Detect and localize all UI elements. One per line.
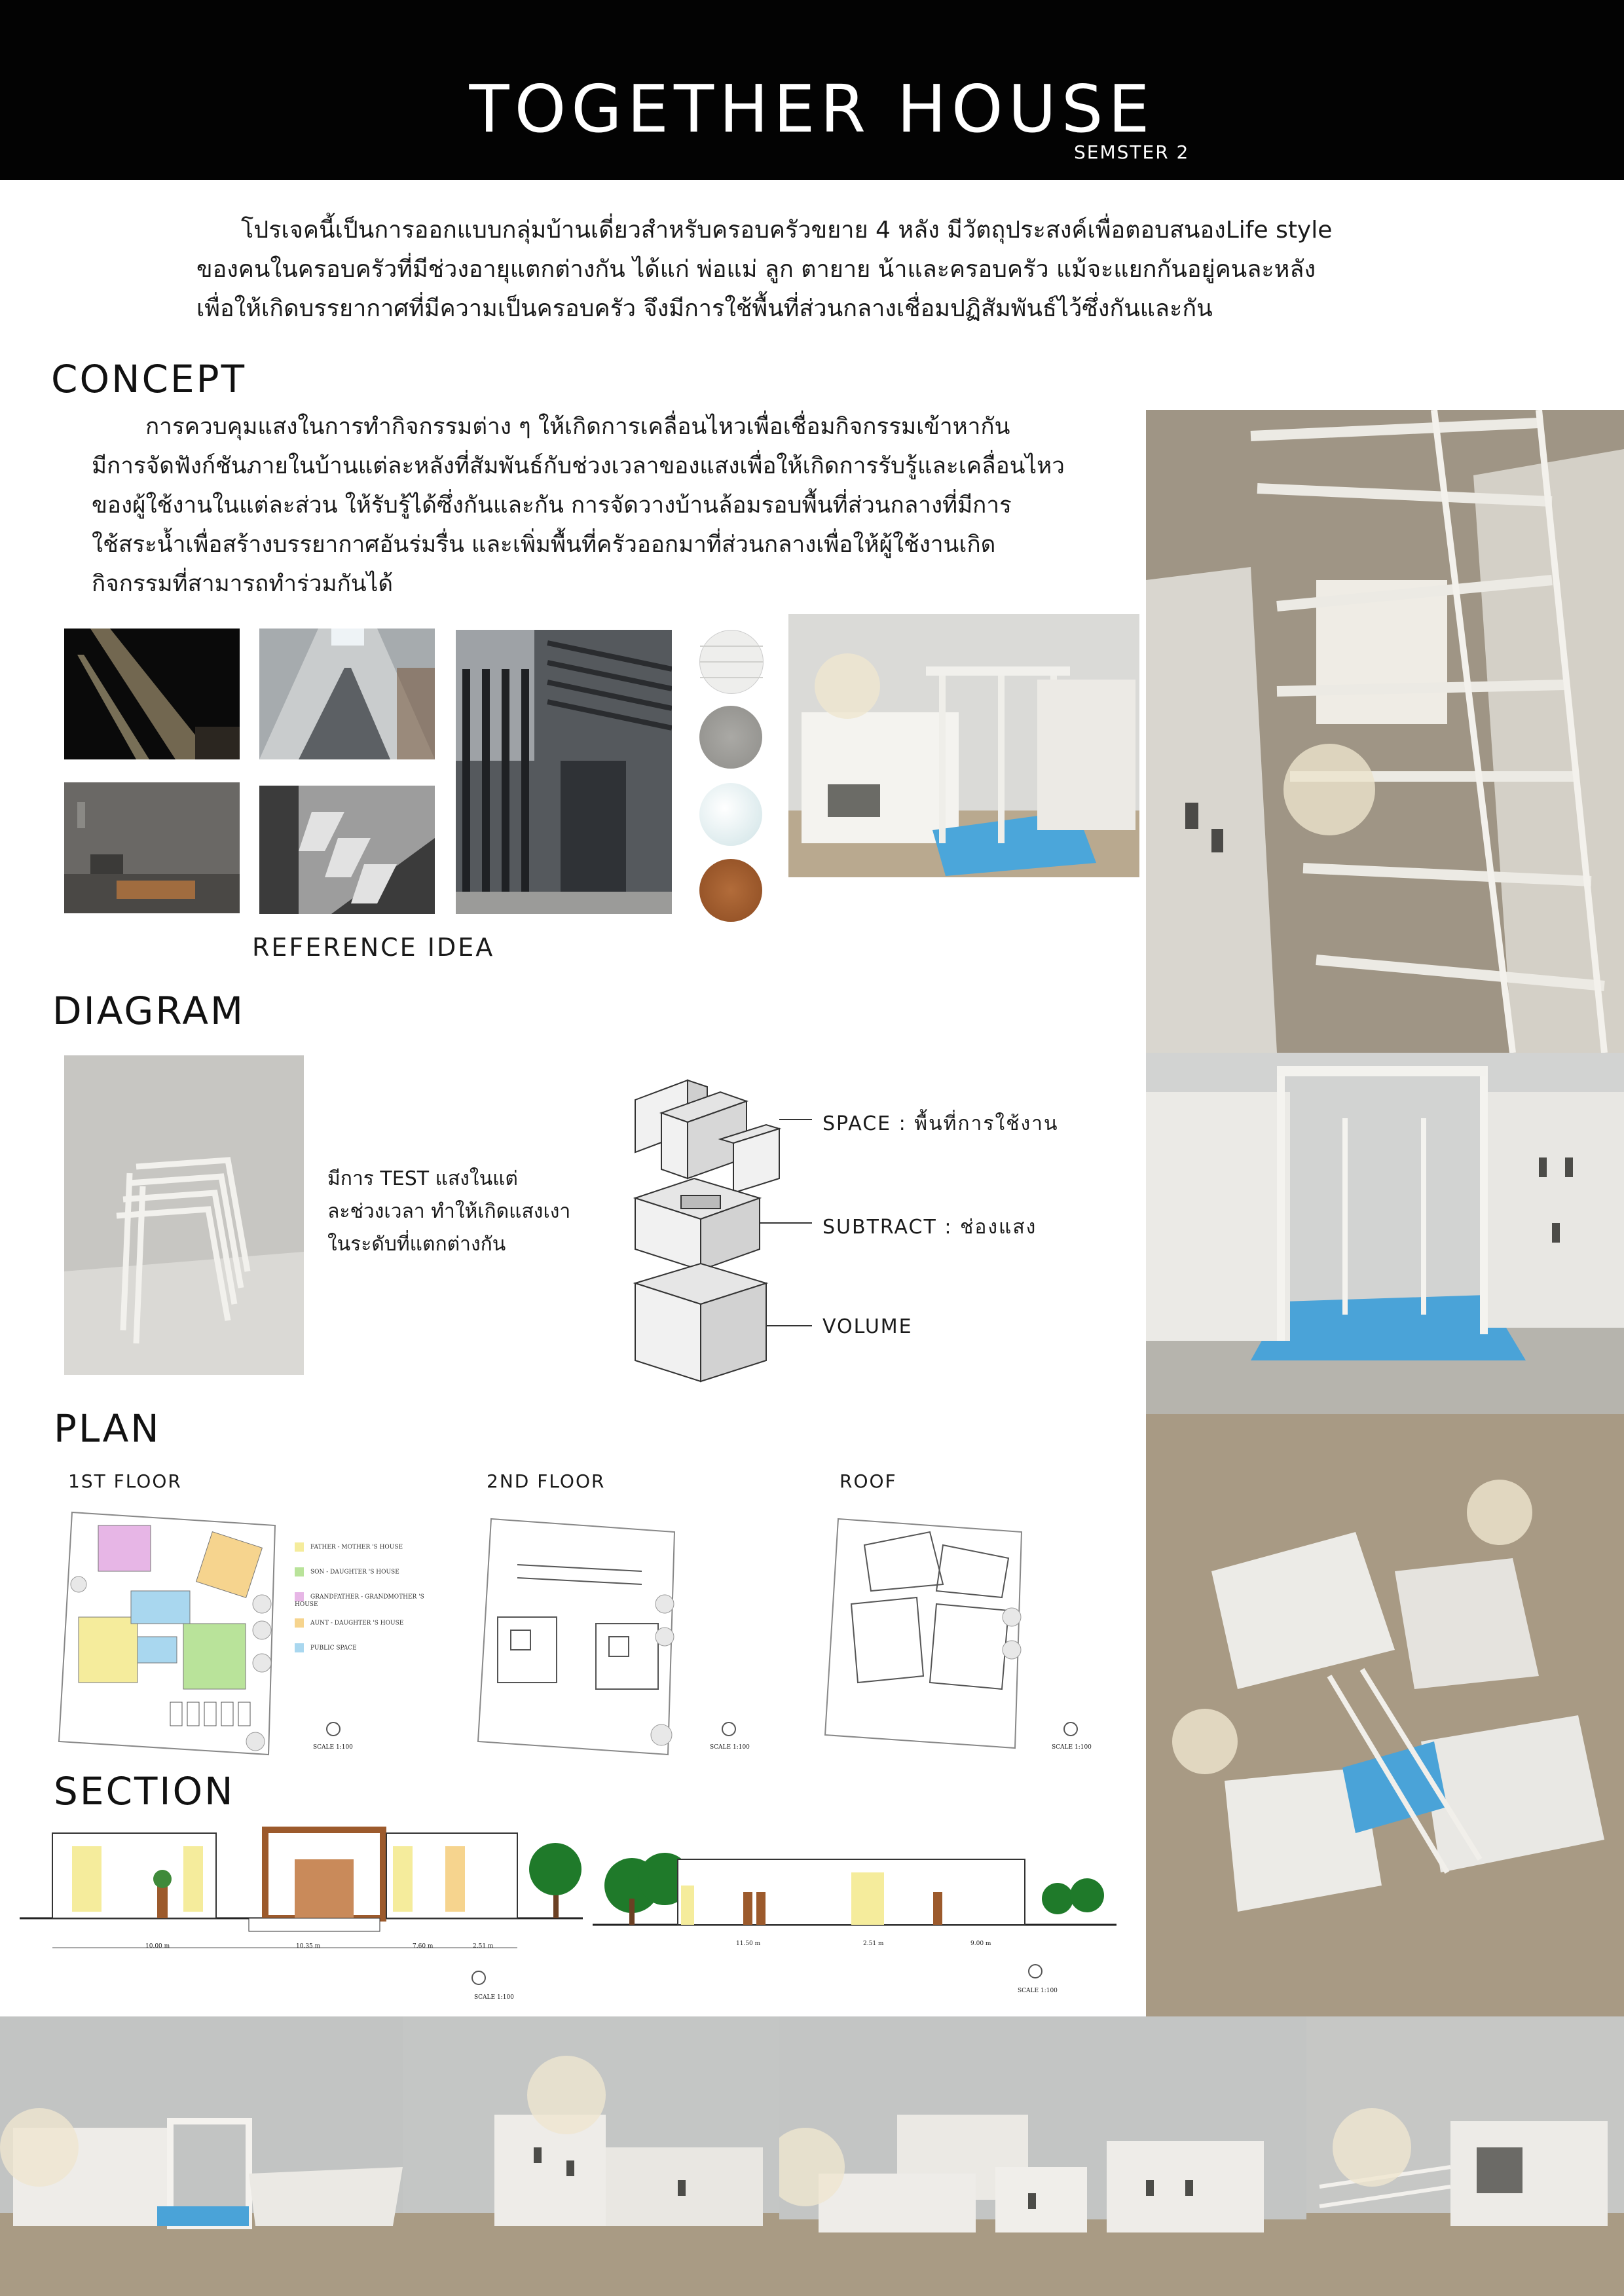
plan-scale: SCALE 1:100	[313, 1744, 353, 1751]
model-photo-elevation-2	[403, 2016, 779, 2296]
model-photo-elevation-4	[1306, 2016, 1624, 2296]
plan-legend	[295, 1542, 432, 1652]
roof-plan	[819, 1506, 1035, 1755]
intro-line: เพื่อให้เกิดบรรยากาศที่มีความเป็นครอบครัว จึงมีการใช้พื้นที่ส่วนกลางเชื่อมปฏิสัมพันธ์ไว้ซึ่งกันและกัน	[196, 295, 1213, 322]
section-dimension: 10.35 m	[296, 1943, 321, 1950]
isometric-volume-diagram	[622, 1074, 819, 1388]
concept-heading: CONCEPT	[51, 357, 247, 401]
north-arrow-icon	[1063, 1722, 1078, 1736]
section-drawing-b	[593, 1827, 1116, 1958]
model-photo-elevation-1	[0, 2016, 403, 2296]
material-swatch-wood	[699, 859, 762, 922]
reference-photo-light-beam	[64, 629, 240, 759]
legend-swatch	[295, 1592, 304, 1601]
material-swatch-brick	[699, 630, 764, 694]
concept-line: ของผู้ใช้งานในแต่ละส่วน ให้รับรู้ได้ซึ่งกันและกัน การจัดวางบ้านล้อมรอบพื้นที่ส่วนกลางที่มีการ	[92, 492, 1012, 519]
diagram-text-line: มีการ TEST แสงในแต่	[327, 1167, 518, 1190]
north-arrow-icon	[722, 1722, 736, 1736]
section-drawing-a	[20, 1820, 583, 1964]
north-arrow-icon	[1028, 1964, 1043, 1978]
page-title: TOGETHER HOUSE	[469, 71, 1155, 147]
diagram-text-line: ในระดับที่แตกต่างกัน	[327, 1233, 506, 1256]
section-dimension: 9.00 m	[970, 1941, 991, 1947]
concept-line: กิจกรรมที่สามารถทำร่วมกันได้	[92, 571, 394, 597]
legend-label: FATHER - MOTHER 'S HOUSE	[310, 1544, 403, 1551]
plan-floor-label: ROOF	[840, 1470, 897, 1492]
legend-swatch	[295, 1643, 304, 1652]
section-scale: SCALE 1:100	[474, 1994, 514, 2001]
legend-label: SON - DAUGHTER 'S HOUSE	[310, 1569, 399, 1576]
reference-photo-shadow-tunnel	[259, 786, 435, 914]
model-photo-elevation-3	[779, 2016, 1306, 2296]
north-arrow-icon	[471, 1971, 486, 1985]
model-photo-courtyard	[788, 614, 1139, 877]
section-dimension: 7.60 m	[413, 1943, 434, 1950]
semester-label: SEMSTER 2	[1074, 141, 1190, 163]
plan-scale: SCALE 1:100	[1052, 1744, 1092, 1751]
section-scale: SCALE 1:100	[1018, 1988, 1058, 1994]
diagram-label-subtract: SUBTRACT : ช่องแสง	[822, 1216, 1037, 1239]
section-dimension: 2.51 m	[473, 1943, 494, 1950]
legend-swatch	[295, 1542, 304, 1552]
model-photo-roof-aerial	[1146, 1414, 1624, 2016]
legend-swatch	[295, 1567, 304, 1576]
model-photo-aerial-pergola	[1146, 410, 1624, 1053]
legend-label: PUBLIC SPACE	[310, 1645, 357, 1652]
concept-line: ใช้สระน้ำเพื่อสร้างบรรยากาศอันร่มรื่น และเพิ่มพื้นที่ครัวออกมาที่ส่วนกลางเพื่อให้ผู้ใช้งานเกิด	[92, 532, 996, 558]
model-photo-pool-perspective	[1146, 1053, 1624, 1414]
second-floor-plan	[471, 1506, 688, 1761]
plan-heading: PLAN	[54, 1406, 161, 1451]
intro-paragraph	[196, 211, 1408, 329]
diagram-model-photo	[64, 1055, 304, 1375]
diagram-text	[327, 1163, 570, 1261]
section-dimension: 2.51 m	[863, 1941, 884, 1947]
material-swatch-concrete	[699, 706, 762, 769]
diagram-heading: DIAGRAM	[52, 989, 246, 1033]
reference-photo-corridor	[259, 629, 435, 759]
reference-photo-vertical-fins	[456, 630, 672, 914]
reference-caption: REFERENCE IDEA	[252, 933, 495, 962]
diagram-label-space: SPACE : พื้นที่การใช้งาน	[822, 1112, 1059, 1135]
north-arrow-icon	[326, 1722, 341, 1736]
concept-paragraph	[92, 407, 1126, 604]
concept-line: การควบคุมแสงในการทำกิจกรรมต่าง ๆ ให้เกิดการเคลื่อนไหวเพื่อเชื่อมกิจกรรมเข้าหากัน	[145, 414, 1010, 440]
concept-line: มีการจัดฟังก์ชันภายในบ้านแต่ละหลังที่สัมพันธ์กับช่วงเวลาของแสงเพื่อให้เกิดการรับรู้และเคลื่อนไหว	[92, 453, 1065, 479]
legend-swatch	[295, 1618, 304, 1628]
reference-photo-bathroom	[64, 782, 240, 913]
section-dimension: 10.00 m	[145, 1943, 170, 1950]
intro-line: โปรเจคนี้เป็นการออกแบบกลุ่มบ้านเดี่ยวสำหรับครอบครัวขยาย 4 หลัง มีวัตถุประสงค์เพื่อตอบสนองLife style	[241, 217, 1333, 244]
section-heading: SECTION	[54, 1769, 235, 1813]
diagram-text-line: ละช่วงเวลา ทำให้เกิดแสงเงา	[327, 1200, 571, 1223]
legend-label: AUNT - DAUGHTER 'S HOUSE	[310, 1620, 404, 1627]
section-dimension: 11.50 m	[736, 1941, 761, 1947]
first-floor-plan	[52, 1499, 288, 1761]
plan-floor-label: 2ND FLOOR	[487, 1470, 606, 1492]
plan-scale: SCALE 1:100	[710, 1744, 750, 1751]
material-swatch-glass	[699, 783, 762, 846]
legend-label: GRANDFATHER - GRANDMOTHER 'S HOUSE	[295, 1594, 424, 1608]
intro-line: ของคนในครอบครัวที่มีช่วงอายุแตกต่างกัน ได้แก่ พ่อแม่ ลูก ตายาย น้าและครอบครัว แม้จะแยกกันอยู่คนละหลัง	[196, 256, 1316, 283]
plan-floor-label: 1ST FLOOR	[68, 1470, 182, 1492]
diagram-label-volume: VOLUME	[822, 1315, 913, 1338]
